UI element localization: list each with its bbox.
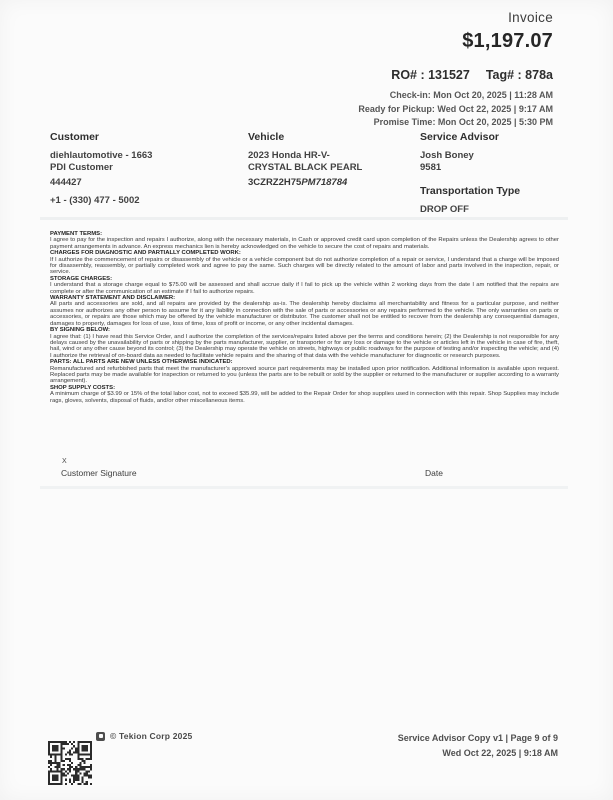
footer-print-info — [398, 731, 558, 760]
term-signing — [50, 327, 559, 359]
term-body: All parts and accessories are sold, and all repairs are provided by the dealership as-is. The dealership hereby disclaims all merchantability and fitness for a particular purpose, and neither assumes nor authorizes any other person to assume for it any liability in connection with the sale of parts or accessories or any repairs performed to the vehicle. The only warranties on parts or accessories, or repairs are those which may be offered by the vehicle manufacturer or distributor. The customer shall not be entitled to recover from the dealership any consequential damages, damages to property, damages for loss of use, loss of time, loss of profit or income, or any other incidental damages. — [50, 301, 559, 327]
term-body: I understand that a storage charge equal to $75.00 will be assessed and shall accrue daily if I fail to pick up the vehicle within 2 working days from the date I am notified that the repairs are complete or after the communication of an estimate if I fail to authorize repairs. — [50, 282, 559, 295]
term-warranty — [50, 295, 559, 327]
vehicle-model: 2023 Honda HR-V- — [248, 150, 330, 161]
transport-heading: Transportation Type — [420, 185, 521, 197]
advisor-name: Josh Boney — [420, 150, 474, 161]
printed-timestamp: Wed Oct 22, 2025 | 9:18 AM — [442, 747, 558, 758]
ready-time: Ready for Pickup: Wed Oct 22, 2025 | 9:17 AM — [358, 103, 553, 114]
customer-id: 444427 — [50, 177, 82, 188]
advisor-id: 9581 — [420, 161, 442, 173]
vin-prefix: 3CZRZ2H75 — [248, 177, 302, 188]
term-parts — [50, 359, 559, 385]
date-label: Date — [425, 468, 443, 478]
vehicle-section — [248, 131, 413, 189]
customer-type: PDI Customer — [50, 161, 113, 173]
vehicle-color: CRYSTAL BLACK PEARL — [248, 161, 363, 173]
term-body: If I authorize the commencement of repairs or disassembly of the vehicle or a vehicle component but do not authorize completion of a repair or service, I understand that a charge will be imposed for disassembly, reassembly, or partially completed work and agree to pay the same. Such charges will be directly related to the amount of labor and parts involved in the inspection, repair, or service. — [50, 256, 559, 276]
customer-phone: +1 - (330) 477 - 5002 — [50, 194, 140, 206]
customer-section — [50, 131, 235, 206]
signature-x-mark: X — [62, 458, 67, 465]
ro-tag-line — [358, 68, 553, 82]
scan-artifact-divider — [40, 217, 568, 220]
service-advisor-section — [420, 131, 580, 216]
invoice-header — [358, 10, 553, 130]
term-body: I agree that: (1) I have read this Service Order, and I authorize the completion of the services/repairs listed above per the terms and conditions herein; (2) the Dealership is not responsible for any delays caused by the unavailability of parts or shipping by the parts manufacturer, supplier, or transporter or for any loss or damage to the vehicle or articles left in the vehicle in case of fire, theft, hail, wind or any other cause beyond its control; (3) the Dealership may operate the vehicle on streets, highways or public roadways for the purpose of testing and/or inspecting the vehicle; and (4) I authorize the retrieval of on-board data as needed to facilitate vehicle repairs and the sharing of that data with the vehicle manufacturer for diagnostic or research purposes. — [50, 333, 559, 359]
terms-and-conditions — [50, 231, 559, 404]
term-heading: CHARGES FOR DIAGNOSTIC AND PARTIALLY COMPLETED WORK: — [50, 250, 241, 257]
term-body: A minimum charge of $3.99 or 15% of the total labor cost, not to exceed $35.99, will be added to the Repair Order for shop supplies used in connection with this repair. Shop Supplies may include rags, gloves, solvents, disposal of fluids, and/or other miscellaneous items. — [50, 391, 559, 404]
advisor-heading: Service Advisor — [420, 131, 499, 143]
term-body: Remanufactured and refurbished parts that meet the manufacturer's approved source part requirements may be installed upon prior notification. Additional information is available upon request. Replaced parts may be made available for inspection or returned to you (unless the parts are to be rebuilt or sold by the supplier or returned to the manufacturer or supplier according to a warranty arrangement). — [50, 365, 559, 385]
term-heading: PAYMENT TERMS: — [50, 231, 103, 237]
term-heading: SHOP SUPPLY COSTS: — [50, 384, 116, 391]
customer-heading: Customer — [50, 131, 100, 143]
term-heading: PARTS: ALL PARTS ARE NEW UNLESS OTHERWISE INDICATED: — [50, 359, 233, 366]
vin-suffix: PM718784 — [301, 177, 348, 188]
term-heading: WARRANTY STATEMENT AND DISCLAIMER: — [50, 295, 176, 302]
ro-number: RO# : 131527 — [391, 68, 470, 82]
term-heading: STORAGE CHARGES: — [50, 275, 113, 282]
transport-value: DROP OFF — [420, 204, 469, 215]
customer-name: diehlautomotive - 1663 — [50, 150, 153, 161]
promise-time: Promise Time: Mon Oct 20, 2025 | 5:30 PM — [373, 117, 553, 127]
term-storage — [50, 276, 559, 295]
vehicle-vin — [248, 177, 413, 189]
term-heading: BY SIGNING BELOW: — [50, 327, 111, 334]
customer-signature-label: Customer Signature — [61, 468, 137, 478]
scan-artifact-band — [40, 486, 568, 489]
invoice-title: Invoice — [508, 10, 553, 25]
term-payment — [50, 231, 559, 250]
checkin-time: Check-in: Mon Oct 20, 2025 | 11:28 AM — [389, 90, 553, 100]
tekion-logo-icon — [96, 732, 105, 741]
vehicle-heading: Vehicle — [248, 131, 285, 143]
invoice-amount: $1,197.07 — [462, 30, 553, 52]
qr-code-icon — [48, 741, 92, 785]
copyright-text: © Tekion Corp 2025 — [110, 731, 193, 741]
copyright-row — [96, 731, 192, 741]
copy-page-line: Service Advisor Copy v1 | Page 9 of 9 — [397, 733, 558, 743]
term-body: I agree to pay for the inspection and repairs I authorize, along with the necessary materials, in Cash or approved credit card upon completion of the Repairs unless the Dealership agrees to other payment arrangements in advance. An express mechanics lien is hereby acknowledged on the vehicle to secure the cost of repairs and materials. — [50, 237, 559, 250]
term-diagnostic — [50, 250, 559, 276]
tag-number: Tag# : 878a — [485, 68, 553, 82]
term-shop-supply — [50, 385, 559, 404]
header-meta — [358, 89, 553, 130]
